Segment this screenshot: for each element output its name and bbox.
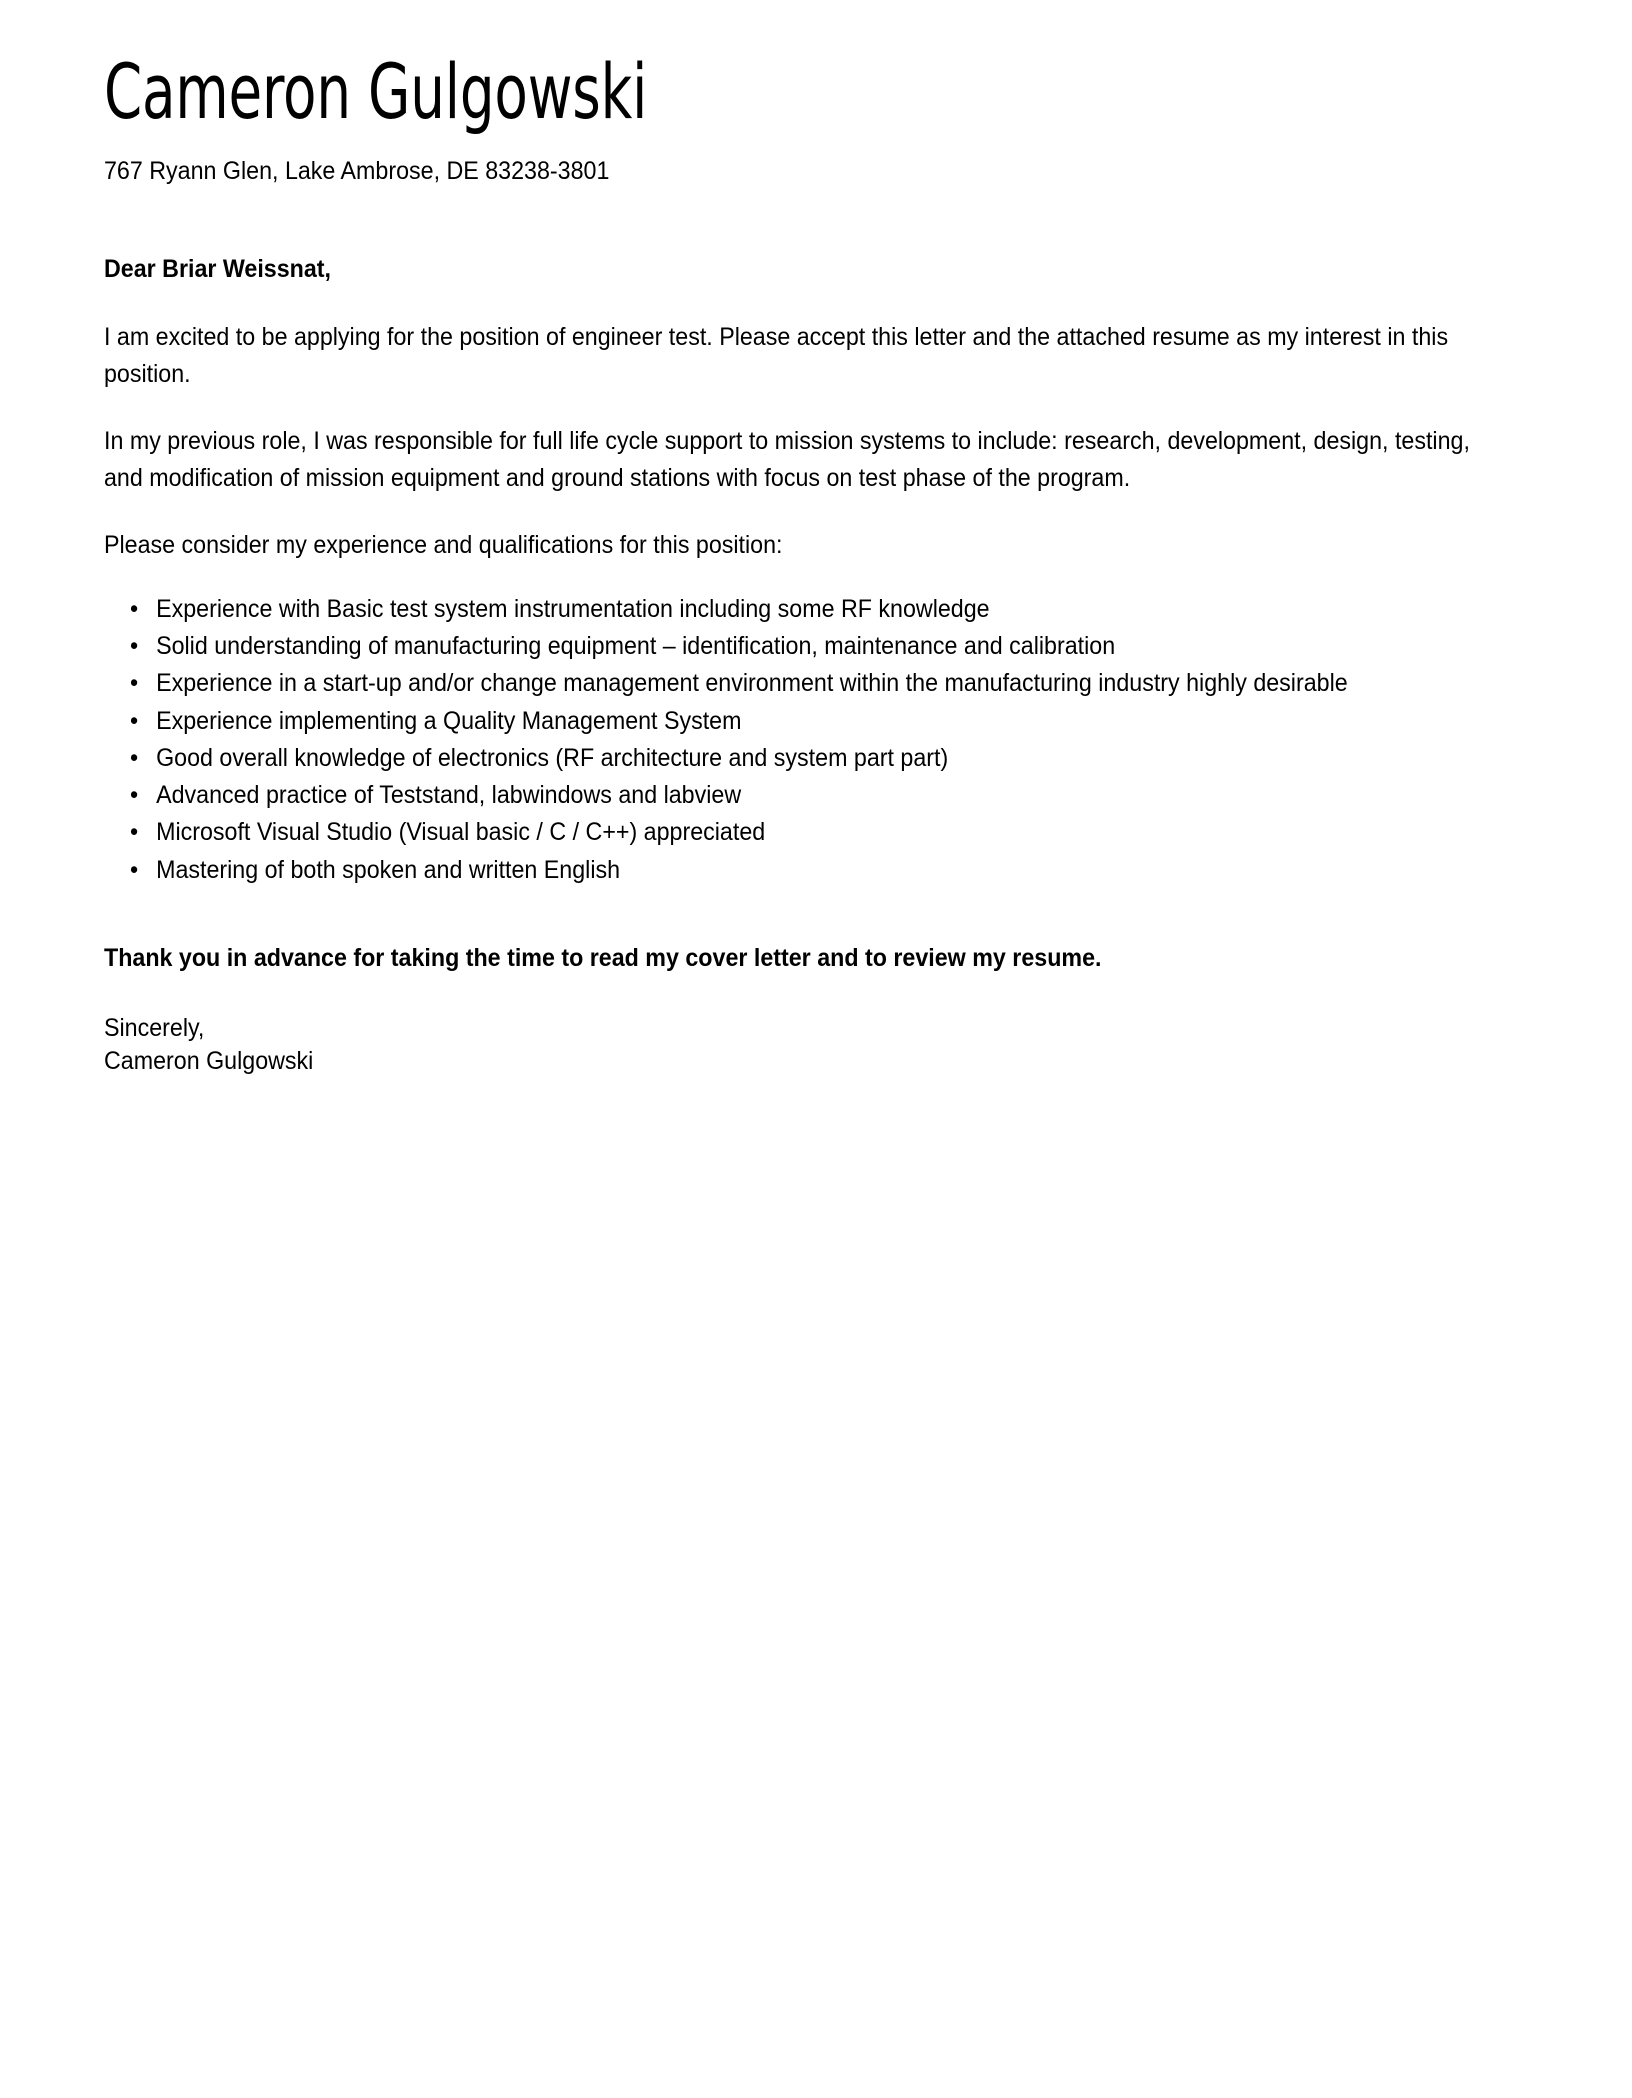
list-item-label: Advanced practice of Teststand, labwindows and labview bbox=[156, 781, 742, 810]
letter-content bbox=[104, 253, 1514, 1078]
list-item bbox=[130, 594, 1565, 624]
signoff-salutation: Sincerely, bbox=[104, 1013, 205, 1042]
letter-body bbox=[104, 47, 1514, 1078]
paragraph-intro: I am excited to be applying for the position of engineer test. Please accept this letter and the attached resume as my interest in this position. bbox=[104, 322, 1449, 388]
list-item bbox=[130, 631, 1565, 661]
bullet-icon: • bbox=[130, 743, 139, 772]
list-item bbox=[130, 817, 1565, 847]
list-item bbox=[130, 743, 1565, 773]
bullet-icon: • bbox=[130, 632, 139, 661]
signature-block bbox=[104, 1012, 1415, 1079]
list-item bbox=[130, 855, 1565, 885]
bullet-icon: • bbox=[130, 594, 139, 623]
bullet-icon: • bbox=[130, 781, 139, 810]
list-item bbox=[130, 780, 1565, 810]
list-item-label: Solid understanding of manufacturing equipment – identification, maintenance and calibration bbox=[156, 632, 1116, 661]
list-item bbox=[130, 706, 1565, 736]
bullet-icon: • bbox=[130, 855, 139, 884]
list-item bbox=[130, 668, 1565, 698]
sender-address: 767 Ryann Glen, Lake Ambrose, DE 83238-3801 bbox=[104, 156, 610, 185]
bullet-icon: • bbox=[130, 818, 139, 847]
signoff-name: Cameron Gulgowski bbox=[104, 1047, 314, 1076]
salutation: Dear Briar Weissnat, bbox=[104, 255, 332, 284]
bullet-icon: • bbox=[130, 669, 139, 698]
page-title: Cameron Gulgowski bbox=[104, 47, 648, 136]
list-item-label: Mastering of both spoken and written English bbox=[156, 855, 621, 884]
list-item-label: Experience with Basic test system instrumentation including some RF knowledge bbox=[156, 594, 990, 623]
list-item-label: Microsoft Visual Studio (Visual basic / C / C++) appreciated bbox=[156, 818, 766, 847]
paragraph-experience: In my previous role, I was responsible for full life cycle support to mission systems to include: research, development, design, testing, and modification of mission equipment and ground stations with focus on test phase of the program. bbox=[104, 426, 1470, 492]
paragraph-qualifications-intro: Please consider my experience and qualifications for this position: bbox=[104, 530, 783, 559]
qualifications-list bbox=[104, 594, 1565, 885]
list-item-label: Experience in a start-up and/or change management environment within the manufacturing industry highly desirable bbox=[156, 669, 1348, 698]
bullet-icon: • bbox=[130, 706, 139, 735]
list-item-label: Experience implementing a Quality Management System bbox=[156, 706, 742, 735]
list-item-label: Good overall knowledge of electronics (RF architecture and system part part) bbox=[156, 743, 949, 772]
closing-statement: Thank you in advance for taking the time to read my cover letter and to review my resume. bbox=[104, 943, 1102, 972]
